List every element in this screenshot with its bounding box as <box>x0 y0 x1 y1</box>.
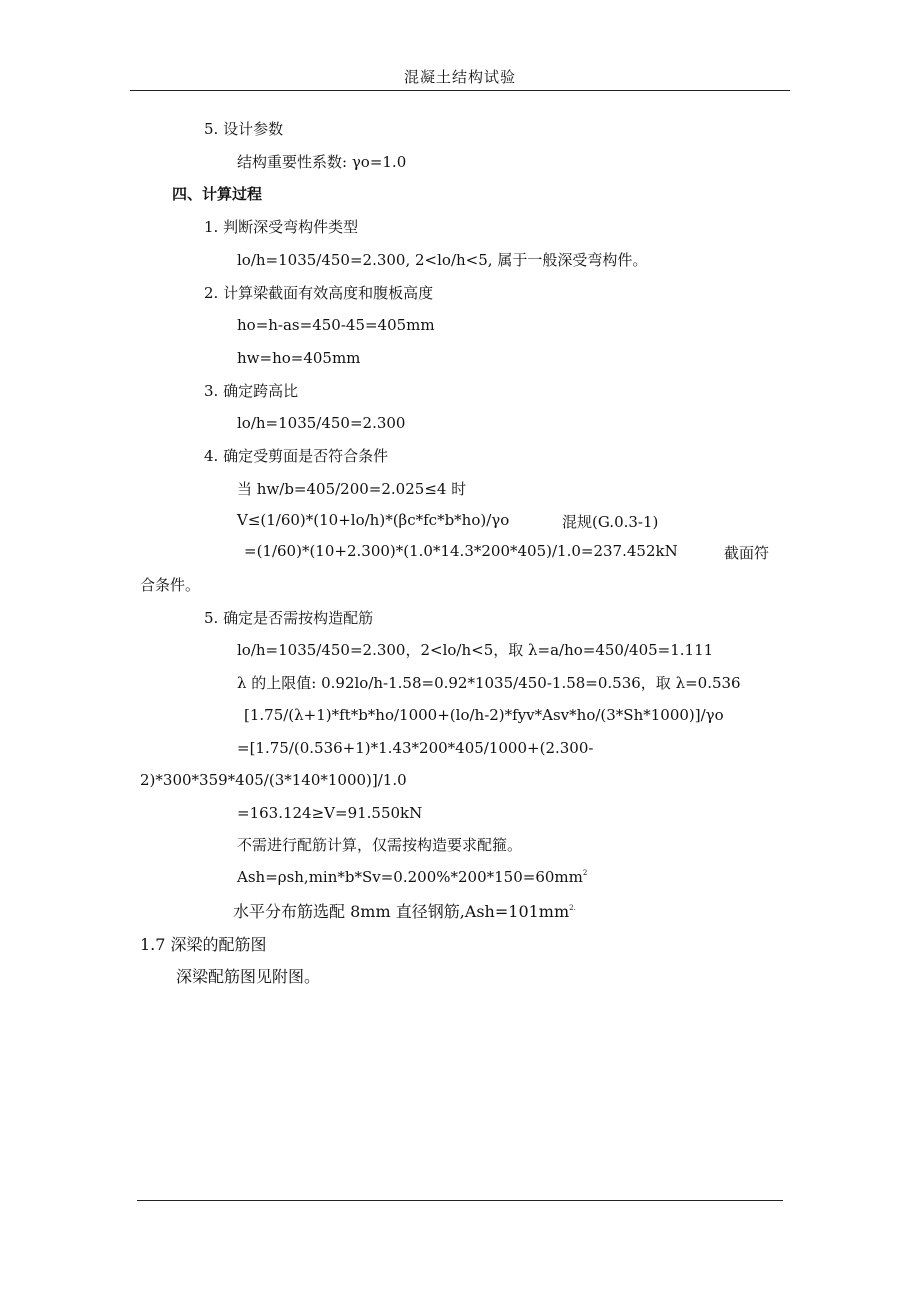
step-3-heading: 3. 确定跨高比 <box>204 382 299 400</box>
rebar-selection-text: 水平分布筋选配 8mm 直径钢筋,Ash=101mm <box>233 902 570 921</box>
step-4-conclusion-b: 合条件。 <box>140 576 201 594</box>
ash-unit-exponent: 2 <box>582 869 588 877</box>
step-4-conclusion-a: 截面符 <box>724 544 770 562</box>
step-5-substitution-a: =[1.75/(0.536+1)*1.43*200*405/1000+(2.300- <box>237 739 594 757</box>
step-4-shear-formula: V≤(1/60)*(10+lo/h)*(βc*fc*b*ho)/γo <box>237 511 510 529</box>
page-header-title: 混凝土结构试验 <box>403 68 516 86</box>
step-5-substitution-b: 2)*300*359*405/(3*140*1000)]/1.0 <box>140 771 407 789</box>
step-1-heading: 1. 判断深受弯构件类型 <box>204 218 359 236</box>
step-4-shear-result: =(1/60)*(10+2.300)*(1.0*14.3*200*405)/1.0=237.452kN <box>244 542 678 560</box>
step-5-lambda-limit: λ 的上限值: 0.92lo/h-1.58=0.92*1035/450-1.58=0.536，取 λ=0.536 <box>237 674 741 692</box>
section-1-7-text: 深梁配筋图见附图。 <box>176 967 321 986</box>
horizontal-rebar-selection <box>233 899 576 922</box>
step-5-capacity-result: =163.124≥V=91.550kN <box>237 804 423 822</box>
step-2-ho: ho=h-as=450-45=405mm <box>237 316 435 334</box>
step-1-formula: lo/h=1035/450=2.300, 2<lo/h<5, 属于一般深受弯构件。 <box>237 251 648 269</box>
footer-rule <box>137 1200 783 1201</box>
section-calculation-heading: 四、计算过程 <box>172 185 263 203</box>
ash-formula: Ash=ρsh,min*b*Sv=0.200%*200*150=60mm <box>237 868 583 886</box>
step-4-condition: 当 hw/b=405/200=2.025≤4 时 <box>237 480 467 498</box>
rebar-unit-exponent: 2. <box>569 904 576 912</box>
code-reference: 混规(G.0.3-1) <box>562 513 659 531</box>
header-rule <box>130 90 790 91</box>
step-5-lambda: lo/h=1035/450=2.300，2<lo/h<5，取 λ=a/ho=450/405=1.111 <box>237 641 714 659</box>
step-4-heading: 4. 确定受剪面是否符合条件 <box>204 447 389 465</box>
step-5-capacity-formula: [1.75/(λ+1)*ft*b*ho/1000+(lo/h-2)*fyv*Asv*ho/(3*Sh*1000)]/γo <box>244 706 724 724</box>
step-5-ash <box>237 868 587 886</box>
item-design-params: 5. 设计参数 <box>204 120 284 138</box>
step-2-hw: hw=ho=405mm <box>237 349 361 367</box>
importance-factor: 结构重要性系数: γo=1.0 <box>237 153 407 171</box>
step-2-heading: 2. 计算梁截面有效高度和腹板高度 <box>204 284 434 302</box>
step-5-conclusion: 不需进行配筋计算，仅需按构造要求配箍。 <box>237 836 523 854</box>
step-3-ratio: lo/h=1035/450=2.300 <box>237 414 406 432</box>
step-5-heading: 5. 确定是否需按构造配筋 <box>204 609 374 627</box>
section-1-7-heading: 1.7 深梁的配筋图 <box>140 935 267 954</box>
